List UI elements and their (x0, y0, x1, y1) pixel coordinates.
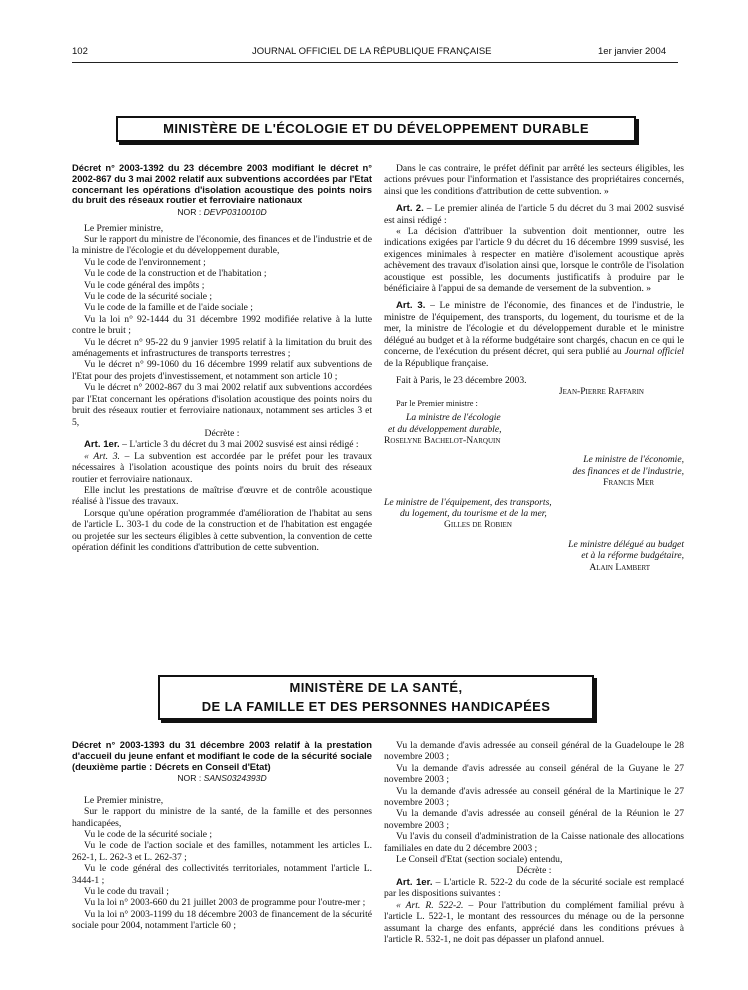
decree2-right-5: Le Conseil d'Etat (section sociale) entendu, (396, 854, 563, 866)
decree1-left-column (72, 163, 372, 553)
decree1-art2: Art. 2. – Le premier alinéa de l'article 5 du décret du 3 mai 2002 susvisé est ainsi rédigé : (384, 203, 684, 226)
decree1-art3-quote: « Art. 3. – La subvention est accordée par le préfet pour les travaux nécessaires à l'isolation acoustique des points noirs du bruit des réseaux routier et ferroviaire nationaux. (72, 450, 372, 485)
ministry2-line2: DE LA FAMILLE ET DES PERSONNES HANDICAPÉES (201, 699, 551, 714)
decree1-art3-quote-p2: Elle inclut les prestations de maîtrise d'œuvre et de contrôle acoustique réalisé à l'issue des travaux. (72, 484, 372, 508)
decree1-fait: Fait à Paris, le 23 décembre 2003. (396, 374, 527, 386)
ministre-economie-line1: Le ministre de l'économie, (583, 454, 684, 466)
decree1-art3-quote-p3: Lorsque qu'une opération programmée d'amélioration de l'habitat au sens de l'article L. 303-1 du code de la construction et de l'habitation est engagée ou projetée sur les secteurs éligibles à cette subvention, la convention de cette opération définit les conditions d'attribution de cette subvention. (72, 507, 372, 553)
decree2-right-3: Vu la demande d'avis adressée au conseil général de la Réunion le 27 novembre 2003 ; (384, 808, 684, 831)
header-rule (72, 62, 678, 63)
ministry2-line1: MINISTÈRE DE LA SANTÉ, (289, 680, 463, 695)
signature-economie: Francis Mer (603, 477, 654, 489)
signature-budget: Alain Lambert (589, 561, 650, 573)
issue-date: 1er janvier 2004 (598, 46, 667, 57)
signature-equipement: Gilles de Robien (444, 519, 512, 531)
decree2-nor: NOR : SANS0324393D (177, 773, 267, 784)
decree1-art2-quote: « La décision d'attribuer la subvention doit mentionner, outre les indications exigées par l'article 9 du décret du 16 décembre 1999 susvisé, les exigences minimales à respecter en matière d'isolement acoustique après achèvement des travaux d'isolation ainsi que, lorsque le contrôle de l'isolation acoustique est possible, les documents justificatifs à produire par le bénéficiaire à l'appui de sa demande de versement de la subvention. » (384, 226, 684, 295)
decree2-preamble-3: Vu le code de l'action sociale et des familles, notamment les articles L. 262-1, L. 262-3 et L. 262-37 ; (72, 840, 372, 863)
ministre-economie-line2: des finances et de l'industrie, (572, 465, 684, 477)
decree2-right-column (384, 740, 684, 945)
decree2-right-4: Vu l'avis du conseil d'administration de la Caisse nationale des allocations familiales en date du 2 décembre 2003 ; (384, 831, 684, 854)
signature-ecologie: Roselyne Bachelot-Narquin (384, 434, 501, 446)
ministre-budget-line2: et à la réforme budgétaire, (581, 550, 684, 562)
decree2-decrete: Décrète : (516, 865, 552, 877)
decree1-title: Décret n° 2003-1392 du 23 décembre 2003 modifiant le décret n° 2002-867 du 3 mai 2002 relatif aux subventions accordées par l'Etat concernant les opérations d'isolation acoustique des points noirs du bruit des réseaux routier et ferroviaire nationaux (72, 162, 372, 206)
decree2-title: Décret n° 2003-1393 du 31 décembre 2003 relatif à la prestation d'accueil du jeune enfant et modifiant le code de la sécurité sociale (deuxième partie : Décrets en Conseil d'Etat) (72, 739, 372, 772)
decree1-preamble-5: Vu le code de la sécurité sociale ; (84, 291, 213, 303)
decree2-right-0: Vu la demande d'avis adressée au conseil général de la Guadeloupe le 28 novembre 2003 ; (384, 740, 684, 763)
decree1-preamble-2: Vu le code de l'environnement ; (84, 256, 206, 268)
decree1-preamble-9: Vu le décret n° 99-1060 du 16 décembre 1999 relatif aux subventions de l'Etat pour des projets d'investissement, et notamment son article 10 ; (72, 359, 372, 382)
ministry-banner-ecologie: MINISTÈRE DE L'ÉCOLOGIE ET DU DÉVELOPPEMENT DURABLE (116, 116, 636, 142)
decree1-preamble-4: Vu le code général des impôts ; (84, 279, 205, 291)
decree2-right-2: Vu la demande d'avis adressée au conseil général de la Martinique le 27 novembre 2003 ; (384, 785, 684, 809)
decree2-preamble-2: Vu le code de la sécurité sociale ; (84, 829, 213, 841)
signature-pm: Jean-Pierre Raffarin (558, 386, 644, 398)
decree2-art1: Art. 1er. – L'article R. 522-2 du code de la sécurité sociale est remplacé par les dispositions suivantes : (384, 876, 684, 900)
decree1-preamble-3: Vu le code de la construction et de l'habitation ; (84, 268, 267, 280)
ministre-equipement-line2: du logement, du tourisme et de la mer, (400, 507, 547, 519)
par-premier-ministre: Par le Premier ministre : (396, 398, 478, 408)
ministre-equipement-line1: Le ministre de l'équipement, des transports, (384, 496, 552, 508)
decree1-art3: Art. 3. – Le ministre de l'économie, des finances et de l'industrie, le ministre de l'équipement, des transports, du logement, du tourisme et de la mer, la ministre de l'écologie et du développement durable et le ministre délégué au budget et à la réforme budgétaire sont chargés, chacun en ce qui le concerne, de l'exécution du présent décret, qui sera publié au Journal officiel de la République française. (384, 300, 684, 369)
decree2-preamble-7: Vu la loi n° 2003-1199 du 18 décembre 2003 de financement de la sécurité sociale pour 2004, notamment l'article 60 ; (72, 908, 372, 932)
decree1-preamble-10: Vu le décret n° 2002-867 du 3 mai 2002 relatif aux subventions accordées par l'Etat concernant les opérations d'isolation acoustique des points noirs du bruit des réseaux routier et ferroviaire nationaux, notamment ses articles 3 et 5, (72, 382, 372, 428)
decree2-left-column (72, 740, 372, 932)
decree2-preamble-6: Vu la loi n° 2003-660 du 21 juillet 2003 de programme pour l'outre-mer ; (84, 897, 366, 909)
decree2-preamble-5: Vu le code du travail ; (84, 886, 169, 898)
decree1-decrete: Décrète : (204, 427, 240, 439)
decree1-preamble-6: Vu le code de la famille et de l'aide sociale ; (84, 302, 253, 314)
ministre-budget-line1: Le ministre délégué au budget (568, 538, 684, 550)
decree1-art1: Art. 1er. – L'article 3 du décret du 3 mai 2002 susvisé est ainsi rédigé : (84, 439, 359, 451)
decree2-preamble-4: Vu le code général des collectivités territoriales, notamment l'article L. 3444-1 ; (72, 863, 372, 886)
decree2-preamble-1: Sur le rapport du ministre de la santé, de la famille et des personnes handicapées, (72, 806, 372, 829)
decree2-preamble-0: Le Premier ministre, (84, 794, 164, 806)
page-number: 102 (72, 46, 88, 57)
decree2-art1-quote: « Art. R. 522-2. – Pour l'attribution du complément familial prévu à l'article L. 522-1, le montant des ressources du ménage ou de la personne assumant la charge des enfants, apprécié dans les conditions prévues à l'article R. 532-1, ne doit pas dépasser un plafond annuel. (384, 899, 684, 945)
ministre-ecologie-line1: La ministre de l'écologie (406, 412, 501, 424)
decree1-preamble-8: Vu le décret n° 95-22 du 9 janvier 1995 relatif à la limitation du bruit des aménagements et infrastructures de transports terrestres ; (72, 336, 372, 360)
decree2-right-1: Vu la demande d'avis adressée au conseil général de la Guyane le 27 novembre 2003 ; (384, 762, 684, 786)
ministre-ecologie-line2: et du développement durable, (388, 423, 502, 435)
decree1-right-column (384, 163, 684, 573)
decree1-preamble-1: Sur le rapport du ministre de l'économie, des finances et de l'industrie et de la ministre de l'écologie et du développement durable, (72, 234, 372, 257)
decree1-right-p1: Dans le cas contraire, le préfet définit par arrêté les secteurs éligibles, les actions prévues pour l'information et l'assistance des propriétaires concernés, ainsi que les conditions d'attribution de cette subvention. » (384, 163, 684, 197)
ministry-banner-sante (158, 675, 594, 720)
decree1-nor: NOR : DEVP0310010D (177, 207, 267, 218)
decree1-preamble-7: Vu la loi n° 92-1444 du 31 décembre 1992 modifiée relative à la lutte contre le bruit ; (72, 313, 372, 337)
decree1-preamble-0: Le Premier ministre, (84, 222, 164, 234)
journal-title: JOURNAL OFFICIEL DE LA RÉPUBLIQUE FRANÇAISE (252, 46, 492, 57)
